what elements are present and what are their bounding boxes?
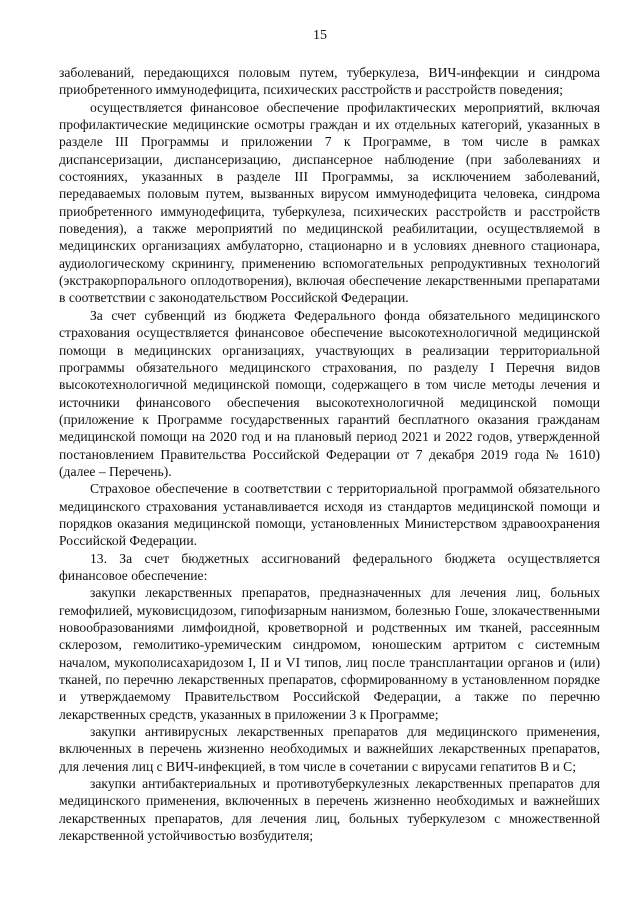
page-number: 15 bbox=[313, 28, 327, 43]
paragraph: 13. За счет бюджетных ассигнований федерального бюджета осуществляется финансовое обеспечение: bbox=[59, 550, 600, 583]
paragraph: закупки лекарственных препаратов, предназначенных для лечения лиц, больных гемофилией, муковисцидозом, гипофизарным нанизмом, болезнью Гоше, злокачественными новообразованиями лимфоидной, кроветворной и родственных им тканей, рассеянным склерозом, гемолитико-уремическим синдромом, юношеским артритом с системным началом, мукополисахаридозом I, II и VI типов, лиц после трансплантации органов и (или) тканей, по перечню лекарственных препаратов, сформированному в установленном порядке и утверждаемому Правительством Российской Федерации, а также по перечню лекарственных средств, указанных в приложении 3 к Программе; bbox=[59, 585, 600, 722]
paragraph: закупки антивирусных лекарственных препаратов для медицинского применения, включенных в перечень жизненно необходимых и важнейших лекарственных препаратов, для лечения лиц с ВИЧ-инфекцией, в том числе в сочетании с вирусами гепатитов B и C; bbox=[59, 724, 600, 774]
paragraph: Страховое обеспечение в соответствии с территориальной программой обязательного медицинского страхования устанавливается исходя из стандартов медицинской помощи и порядков оказания медицинской помощи, установленных Министерством здравоохранения Российской Федерации. bbox=[59, 481, 600, 549]
paragraph: заболеваний, передающихся половым путем, туберкулеза, ВИЧ-инфекции и синдрома приобретенного иммунодефицита, психических расстройств и расстройств поведения; bbox=[59, 65, 600, 98]
paragraph: осуществляется финансовое обеспечение профилактических мероприятий, включая профилактические медицинские осмотры граждан и их отдельных категорий, указанных в разделе III Программы и приложении 7 к Программе, в том числе в рамках диспансеризации, диспансеризацию, диспансерное наблюдение (при заболеваниях и состояниях, указанных в разделе III Программы, за исключением заболеваний, передаваемых половым путем, вызванных вирусом иммунодефицита человека, синдрома приобретенного иммунодефицита, туберкулеза, психических расстройств и расстройств поведения), а также мероприятий по медицинской реабилитации, осуществляемой в медицинских организациях амбулаторно, стационарно и в условиях дневного стационара, аудиологическому скринингу, применению вспомогательных репродуктивных технологий (экстракорпорального оплодотворения), включая обеспечение лекарственными препаратами в соответствии с законодательством Российской Федерации. bbox=[59, 99, 600, 306]
document-body bbox=[59, 64, 600, 844]
paragraph: закупки антибактериальных и противотуберкулезных лекарственных препаратов для медицинского применения, включенных в перечень жизненно необходимых и важнейших лекарственных препаратов, для лечения лиц, больных туберкулезом с множественной лекарственной устойчивостью возбудителя; bbox=[59, 776, 600, 844]
paragraph: За счет субвенций из бюджета Федерального фонда обязательного медицинского страхования осуществляется финансовое обеспечение высокотехнологичной медицинской помощи в медицинских организациях, участвующих в реализации территориальной программы обязательного медицинского страхования, по разделу I Перечня видов высокотехнологичной медицинской помощи, содержащего в том числе методы лечения и источники финансового обеспечения высокотехнологичной медицинской помощи (приложение к Программе государственных гарантий бесплатного оказания гражданам медицинской помощи на 2020 год и на плановый период 2021 и 2022 годов, утвержденной постановлением Правительства Российской Федерации от 7 декабря 2019 года № 1610) (далее – Перечень). bbox=[59, 307, 600, 479]
